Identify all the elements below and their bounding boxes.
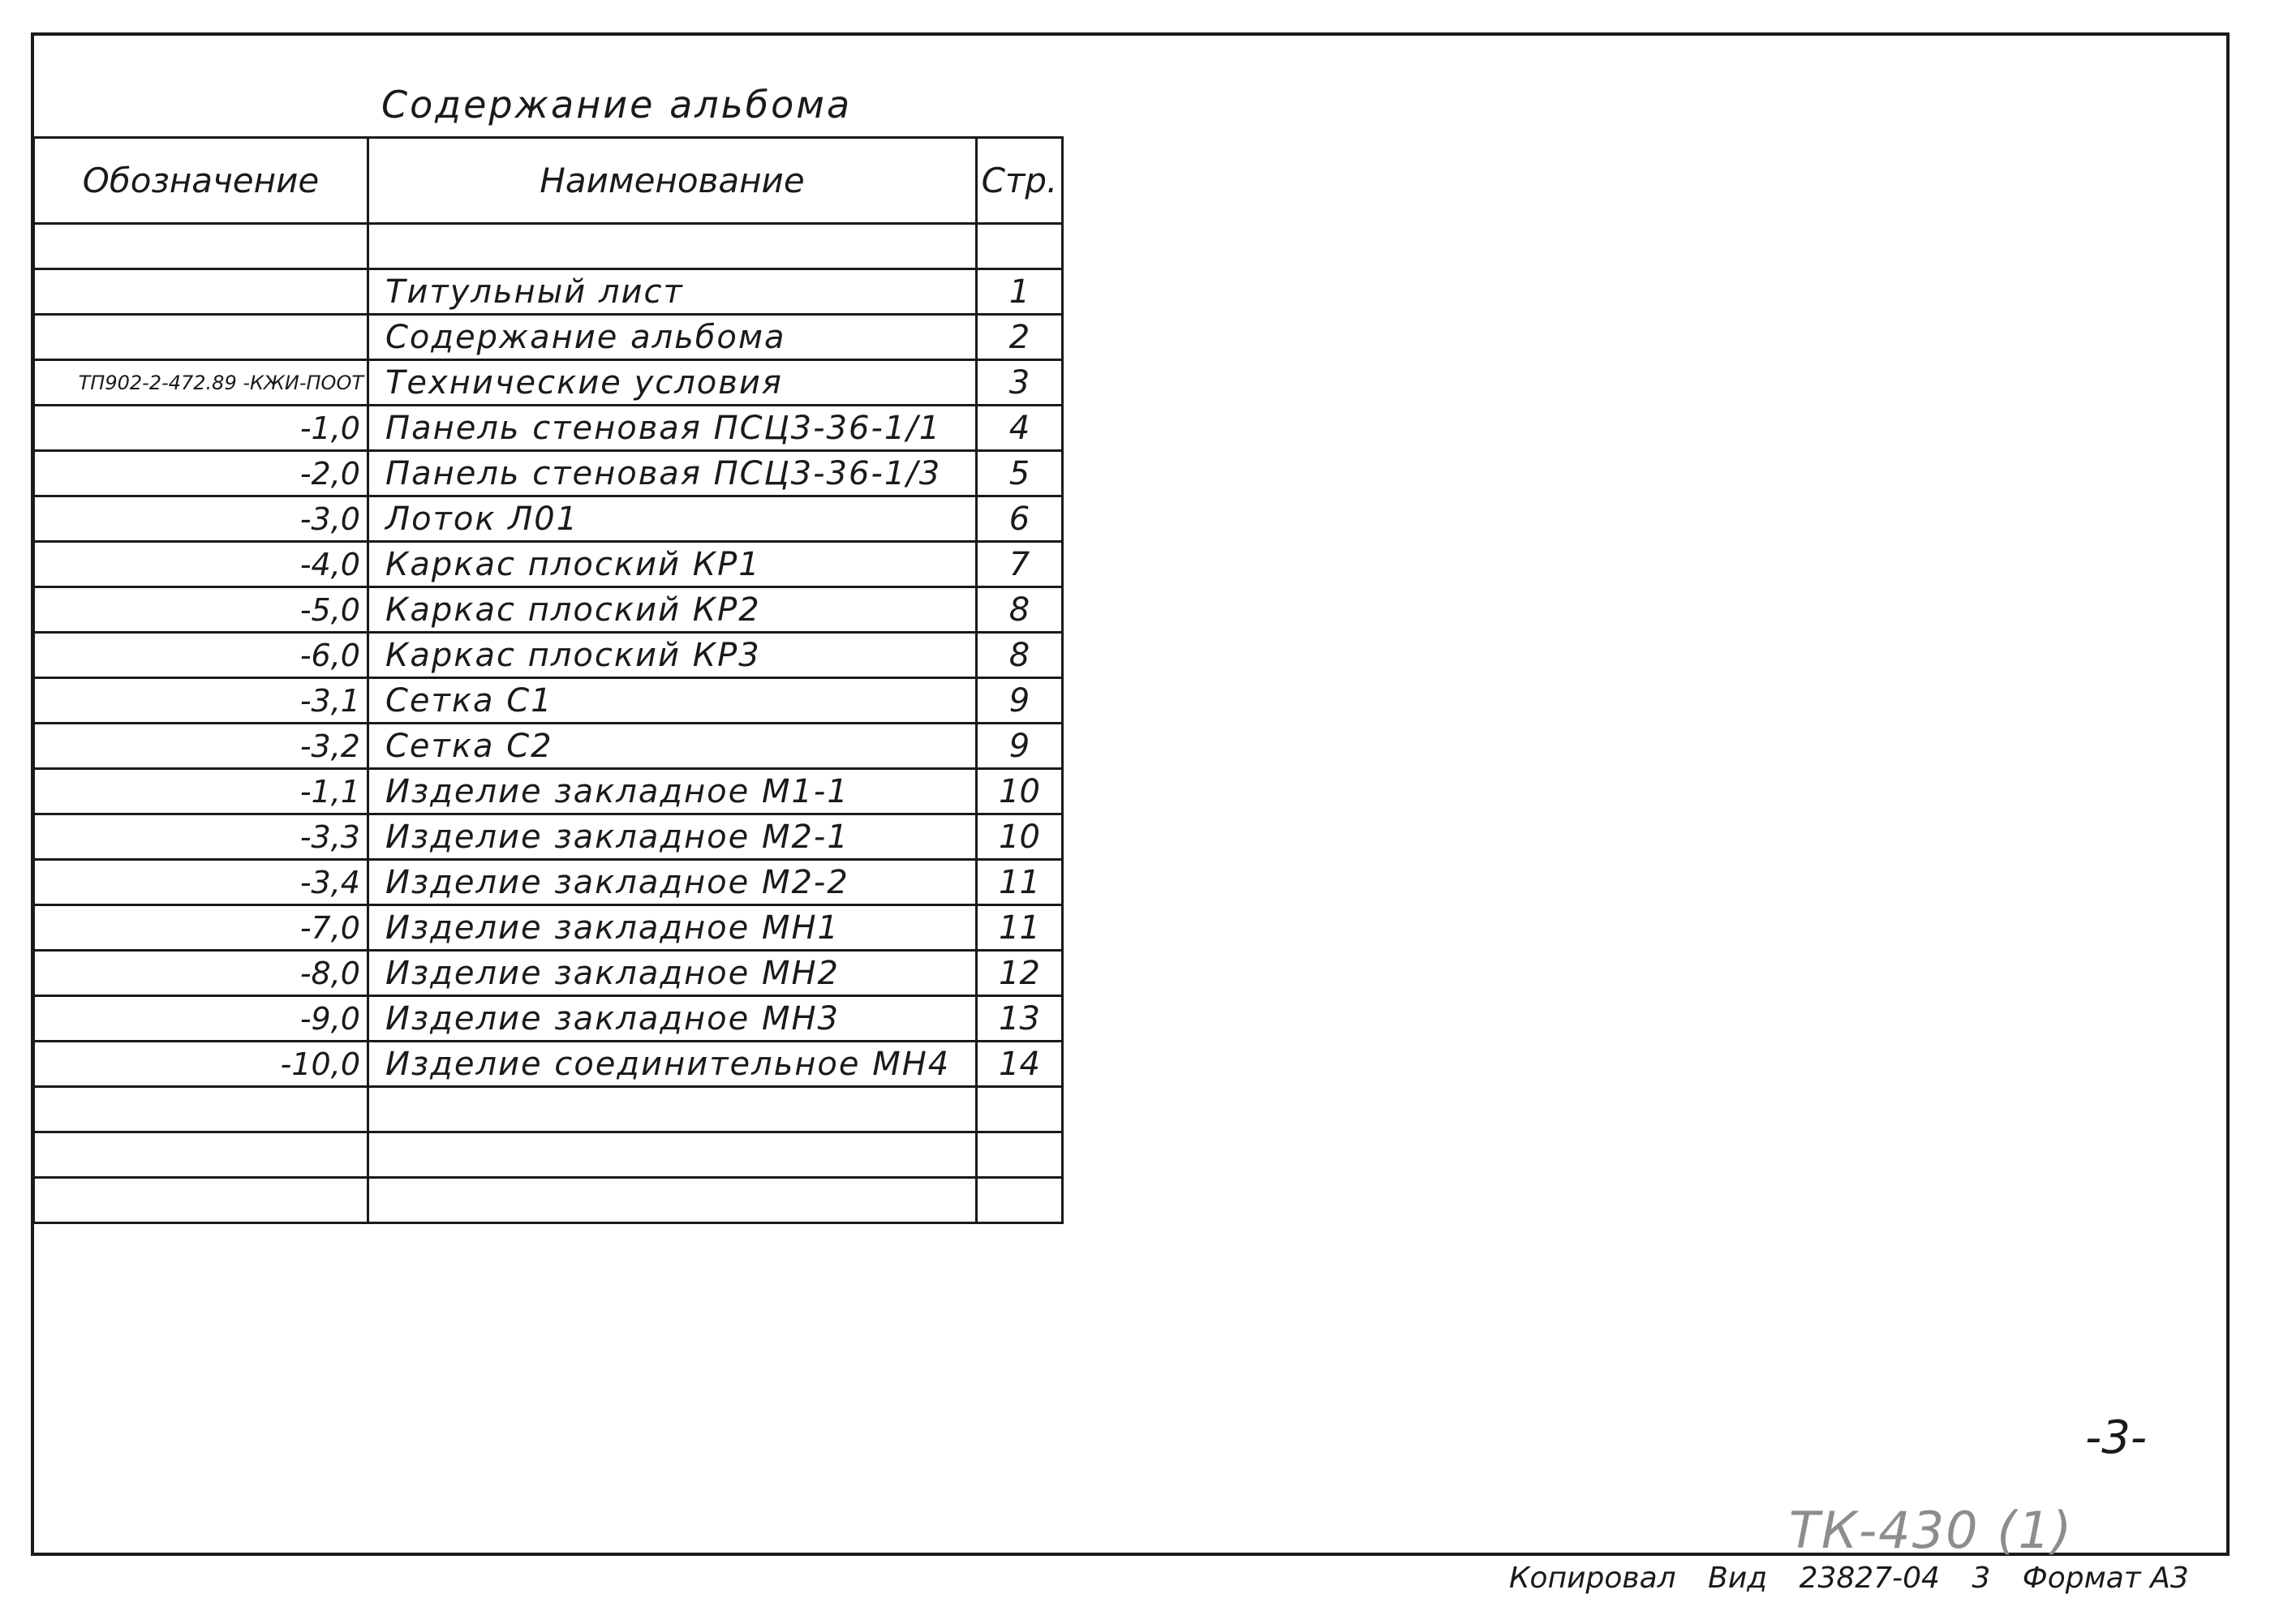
row-name: Изделие соединительное МН4 [368,1042,977,1087]
table-row [34,1178,1063,1223]
row-name: Изделие закладное М1-1 [368,769,977,814]
table-row [34,360,1063,406]
row-page: 9 [977,724,1063,769]
row-page: 12 [977,951,1063,996]
table-row [34,406,1063,451]
row-page: 11 [977,905,1063,951]
row-page: 13 [977,996,1063,1042]
row-name: Каркас плоский КР3 [368,633,977,678]
row-code [34,269,368,315]
row-page [977,1178,1063,1223]
table-row [34,724,1063,769]
row-name: Технические условия [368,360,977,406]
row-name: Панель стеновая ПСЦ3-36-1/1 [368,406,977,451]
row-code: -3,1 [34,678,368,724]
table-row [34,814,1063,860]
table-row [34,224,1063,269]
paper-format: Формат А3 [2022,1562,2189,1595]
table-row [34,769,1063,814]
contents-table [32,136,1064,1224]
footer-sheet: 3 [1972,1562,1991,1595]
row-name [368,1178,977,1223]
row-code: -9,0 [34,996,368,1042]
row-code: -2,0 [34,451,368,496]
row-code: -5,0 [34,587,368,633]
row-name: Сетка С1 [368,678,977,724]
table-row [34,678,1063,724]
row-name: Панель стеновая ПСЦ3-36-1/3 [368,451,977,496]
row-page: 4 [977,406,1063,451]
row-name [368,1132,977,1178]
table-row [34,860,1063,905]
row-code [34,1087,368,1132]
header-name: Наименование [368,138,977,224]
album-title: Содержание альбома [381,83,853,127]
row-code: -3,0 [34,496,368,542]
table-row [34,905,1063,951]
row-name: Содержание альбома [368,315,977,360]
table-row [34,269,1063,315]
row-code: -1,1 [34,769,368,814]
table-row [34,951,1063,996]
copied-by-signature: Вид [1708,1562,1768,1595]
archive-stamp: ТК-430 (1) [1789,1501,2074,1560]
footer [1509,1562,2189,1595]
row-page: 5 [977,451,1063,496]
row-code: -1,0 [34,406,368,451]
table-row [34,633,1063,678]
row-page: 14 [977,1042,1063,1087]
table-row [34,996,1063,1042]
row-page: 3 [977,360,1063,406]
row-code [34,315,368,360]
row-name: Сетка С2 [368,724,977,769]
row-page: 1 [977,269,1063,315]
row-page: 8 [977,587,1063,633]
table-row [34,315,1063,360]
row-name: Изделие закладное МН1 [368,905,977,951]
row-code: -3,2 [34,724,368,769]
table-row [34,1132,1063,1178]
table-row [34,496,1063,542]
row-code: -8,0 [34,951,368,996]
row-code: -3,3 [34,814,368,860]
header-page: Стр. [977,138,1063,224]
row-page [977,1132,1063,1178]
table-row [34,1087,1063,1132]
row-page: 9 [977,678,1063,724]
row-code: -3,4 [34,860,368,905]
table-row [34,1042,1063,1087]
row-code [34,1178,368,1223]
row-page [977,1087,1063,1132]
row-name: Каркас плоский КР2 [368,587,977,633]
row-page: 6 [977,496,1063,542]
row-name: Изделие закладное М2-2 [368,860,977,905]
row-page: 8 [977,633,1063,678]
sheet-number: -3- [2085,1411,2148,1464]
row-code: -7,0 [34,905,368,951]
table-row [34,587,1063,633]
table-row [34,451,1063,496]
row-code: -4,0 [34,542,368,587]
row-code [34,1132,368,1178]
row-code: -6,0 [34,633,368,678]
row-name: Титульный лист [368,269,977,315]
row-page: 10 [977,814,1063,860]
row-name [368,1087,977,1132]
table-body [34,224,1063,1223]
row-name: Изделие закладное МН3 [368,996,977,1042]
row-name: Каркас плоский КР1 [368,542,977,587]
table-row [34,542,1063,587]
row-name: Изделие закладное МН2 [368,951,977,996]
row-page: 10 [977,769,1063,814]
row-page: 7 [977,542,1063,587]
row-code: ТП902-2-472.89 -КЖИ-ПООТ [34,360,368,406]
row-name: Лоток Л01 [368,496,977,542]
row-name: Изделие закладное М2-1 [368,814,977,860]
table-header-row [34,138,1063,224]
row-code [34,224,368,269]
row-name [368,224,977,269]
row-code: -10,0 [34,1042,368,1087]
row-page: 2 [977,315,1063,360]
row-page: 11 [977,860,1063,905]
header-code: Обозначение [34,138,368,224]
order-number: 23827-04 [1799,1562,1940,1595]
copied-by-label: Копировал [1509,1562,1676,1595]
row-page [977,224,1063,269]
